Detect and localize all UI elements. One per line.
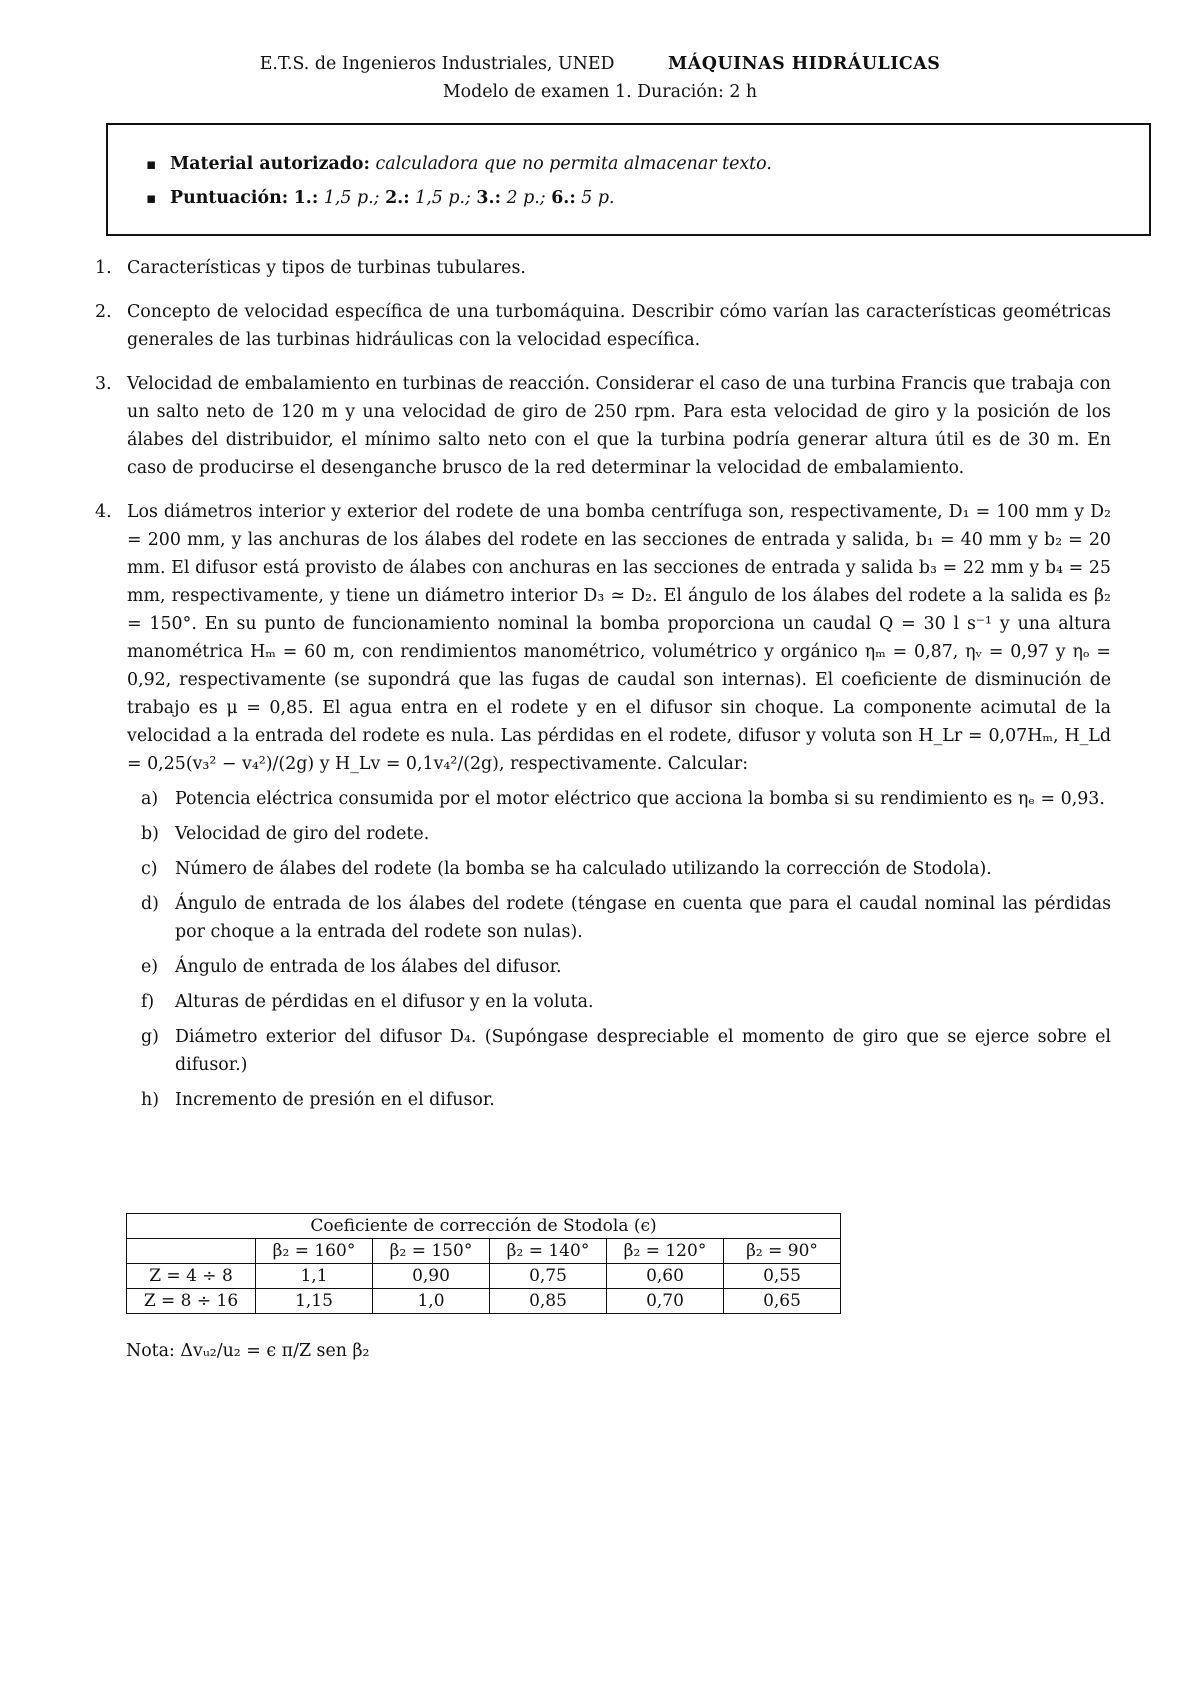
course-title: MÁQUINAS HIDRÁULICAS bbox=[668, 54, 941, 74]
column-header: β₂ = 140° bbox=[490, 1239, 607, 1264]
subquestion-d bbox=[127, 890, 1111, 946]
material-label: Material autorizado: bbox=[170, 154, 370, 174]
table-cell: 1,0 bbox=[373, 1289, 490, 1314]
question-number: 3. bbox=[95, 374, 112, 394]
question-text: Los diámetros interior y exterior del rodete de una bomba centrífuga son, respectivamente, D₁ = 100 mm y D₂ = 200 mm, y las anchuras de los álabes del rodete en las secciones de entrada y salida, b₁ = 40 mm y b₂ = 20 mm. El difusor está provisto de álabes con anchuras en las secciones de entrada y salida b₃ = 22 mm y b₄ = 25 mm, respectivamente, y tiene un diámetro interior D₃ ≃ D₂. El ángulo de los álabes del rodete a la salida es β₂ = 150°. En su punto de funcionamiento nominal la bomba proporciona un caudal Q = 30 l s⁻¹ y una altura manométrica Hₘ = 60 m, con rendimientos manométrico, volumétrico y orgánico ηₘ = 0,87, ηᵥ = 0,97 y ηₒ = 0,92, respectivamente (se supondrá que las fugas de caudal son internas). El coeficiente de disminución de trabajo es μ = 0,85. El agua entra en el rodete y en el difusor sin choque. La componente acimutal de la velocidad a la entrada del rodete es nula. Las pérdidas en el rodete, difusor y voluta son H_Lr = 0,07Hₘ, H_Ld = 0,25(v₃² − v₄²)/(2g) y H_Lv = 0,1v₄²/(2g), respectivamente. Calcular: bbox=[127, 502, 1111, 774]
question-1 bbox=[95, 254, 1111, 282]
table-row bbox=[127, 1264, 841, 1289]
table-cell: 0,70 bbox=[607, 1289, 724, 1314]
subquestion-label: a) bbox=[141, 789, 159, 809]
question-text: Características y tipos de turbinas tubulares. bbox=[127, 258, 526, 278]
row-header: Z = 4 ÷ 8 bbox=[127, 1264, 256, 1289]
material-item bbox=[146, 147, 1149, 181]
subquestion-text: Número de álabes del rodete (la bomba se ha calculado utilizando la corrección de Stodola). bbox=[175, 859, 992, 879]
column-header: β₂ = 120° bbox=[607, 1239, 724, 1264]
scoring-label: Puntuación: bbox=[170, 188, 289, 208]
subquestion-f bbox=[127, 988, 1111, 1016]
column-header: β₂ = 90° bbox=[724, 1239, 841, 1264]
scoring-num: 2.: bbox=[385, 188, 410, 208]
subquestion-text: Velocidad de giro del rodete. bbox=[175, 824, 430, 844]
table-title-row bbox=[127, 1214, 841, 1239]
scoring-item bbox=[146, 181, 1149, 215]
table-cell: 0,90 bbox=[373, 1264, 490, 1289]
info-list bbox=[146, 147, 1149, 215]
scoring-pts: 1,5 p.; bbox=[415, 188, 471, 208]
table-cell: 1,1 bbox=[256, 1264, 373, 1289]
institution-name: E.T.S. de Ingenieros Industriales, UNED bbox=[259, 54, 615, 74]
header-line-1 bbox=[0, 50, 1200, 78]
scoring-num: 3.: bbox=[476, 188, 501, 208]
table-cell: 0,55 bbox=[724, 1264, 841, 1289]
scoring-pts: 1,5 p.; bbox=[323, 188, 380, 208]
question-number: 4. bbox=[95, 502, 112, 522]
subquestion-text: Ángulo de entrada de los álabes del difusor. bbox=[175, 957, 562, 977]
table-title: Coeficiente de corrección de Stodola (ϵ) bbox=[127, 1214, 841, 1239]
exam-info-box bbox=[106, 123, 1151, 236]
scoring-pts: 5 p. bbox=[581, 188, 615, 208]
table-header-row bbox=[127, 1239, 841, 1264]
stodola-table-wrapper bbox=[126, 1213, 841, 1314]
row-header: Z = 8 ÷ 16 bbox=[127, 1289, 256, 1314]
question-2 bbox=[95, 298, 1111, 354]
question-text: Velocidad de embalamiento en turbinas de reacción. Considerar el caso de una turbina Francis que trabaja con un salto neto de 120 m y una velocidad de giro de 250 rpm. Para esta velocidad de giro y la posición de los álabes del distribuidor, el mínimo salto neto con el que la turbina podría generar altura útil es de 30 m. En caso de producirse el desenganche brusco de la red determinar la velocidad de embalamiento. bbox=[127, 374, 1111, 478]
subquestion-label: c) bbox=[141, 859, 158, 879]
subquestion-label: g) bbox=[141, 1027, 159, 1047]
question-4 bbox=[95, 498, 1111, 1114]
subquestion-label: e) bbox=[141, 957, 159, 977]
subquestion-c bbox=[127, 855, 1111, 883]
subquestion-text: Potencia eléctrica consumida por el motor eléctrico que acciona la bomba si su rendimiento es ηₑ = 0,93. bbox=[175, 789, 1105, 809]
question-3 bbox=[95, 370, 1111, 482]
subquestion-label: b) bbox=[141, 824, 159, 844]
subquestion-e bbox=[127, 953, 1111, 981]
subquestion-text: Alturas de pérdidas en el difusor y en la voluta. bbox=[175, 992, 594, 1012]
table-cell: 0,65 bbox=[724, 1289, 841, 1314]
table-cell: 0,60 bbox=[607, 1264, 724, 1289]
table-cell: 1,15 bbox=[256, 1289, 373, 1314]
scoring-num: 1.: bbox=[293, 188, 319, 208]
subquestion-g bbox=[127, 1023, 1111, 1079]
material-text: calculadora que no permita almacenar texto. bbox=[375, 154, 772, 174]
question-list bbox=[95, 254, 1111, 1130]
subquestion-label: d) bbox=[141, 894, 159, 914]
subquestion-b bbox=[127, 820, 1111, 848]
subquestion-label: h) bbox=[141, 1090, 159, 1110]
question-number: 1. bbox=[95, 258, 112, 278]
subquestion-text: Diámetro exterior del difusor D₄. (Supóngase despreciable el momento de giro que se ejerce sobre el difusor.) bbox=[175, 1027, 1111, 1075]
table-corner-cell bbox=[127, 1239, 256, 1264]
table-cell: 0,85 bbox=[490, 1289, 607, 1314]
scoring-num: 6.: bbox=[551, 188, 576, 208]
question-text: Concepto de velocidad específica de una turbomáquina. Describir cómo varían las características geométricas generales de las turbinas hidráulicas con la velocidad específica. bbox=[127, 302, 1111, 350]
table-note: Nota: Δvᵤ₂/u₂ = ϵ π/Z sen β₂ bbox=[126, 1341, 370, 1361]
exam-subtitle: Modelo de examen 1. Duración: 2 h bbox=[442, 82, 758, 102]
table-row bbox=[127, 1289, 841, 1314]
subquestion-list bbox=[127, 785, 1111, 1114]
exam-header bbox=[0, 50, 1200, 106]
subquestion-a bbox=[127, 785, 1111, 813]
subquestion-text: Incremento de presión en el difusor. bbox=[175, 1090, 495, 1110]
column-header: β₂ = 160° bbox=[256, 1239, 373, 1264]
column-header: β₂ = 150° bbox=[373, 1239, 490, 1264]
subquestion-h bbox=[127, 1086, 1111, 1114]
table-cell: 0,75 bbox=[490, 1264, 607, 1289]
scoring-pts: 2 p.; bbox=[506, 188, 546, 208]
subquestion-text: Ángulo de entrada de los álabes del rodete (téngase en cuenta que para el caudal nominal las pérdidas por choque a la entrada del rodete son nulas). bbox=[175, 894, 1111, 942]
subquestion-label: f) bbox=[141, 992, 155, 1012]
question-number: 2. bbox=[95, 302, 112, 322]
stodola-table bbox=[126, 1213, 841, 1314]
